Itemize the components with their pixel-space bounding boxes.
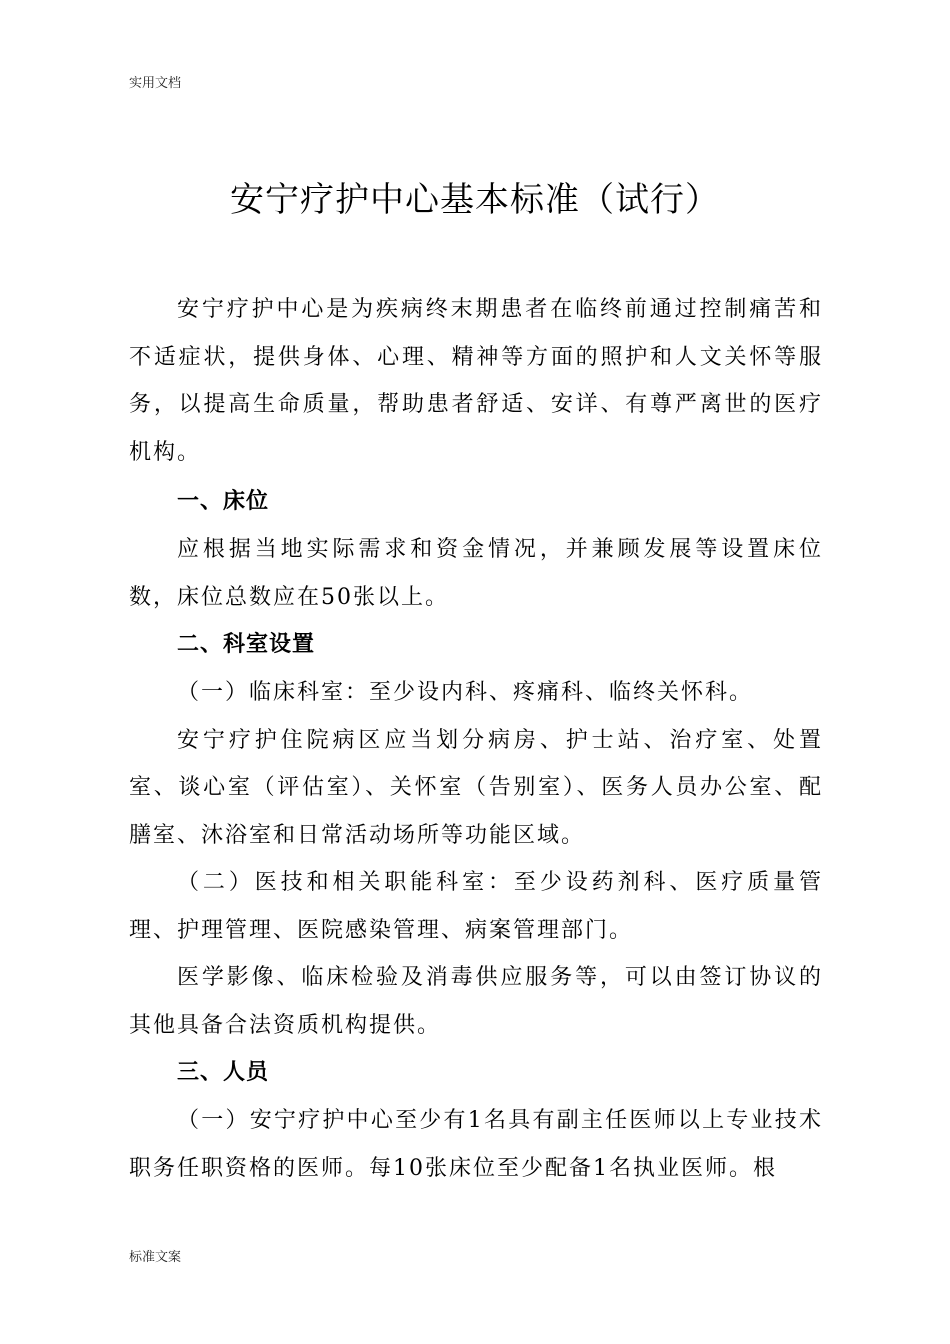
beds-paragraph: 应根据当地实际需求和资金情况，并兼顾发展等设置床位数，床位总数应在50张以上。 (129, 537, 823, 610)
departments-paragraph-1: （一）临床科室：至少设内科、疼痛科、临终关怀科。 (177, 680, 754, 705)
page-header: 实用文档 (129, 76, 182, 91)
section-heading-beds: 一、床位 (177, 489, 270, 514)
departments-paragraph-4: 医学影像、临床检验及消毒供应服务等，可以由签订协议的其他具备合法资质机构提供。 (129, 965, 823, 1038)
section-heading-departments: 二、科室设置 (177, 632, 316, 657)
intro-paragraph: 安宁疗护中心是为疾病终末期患者在临终前通过控制痛苦和不适症状，提供身体、心理、精神等方面的照护和人文关怀等服务，以提高生命质量，帮助患者舒适、安详、有尊严离世的医疗机构。 (129, 297, 823, 465)
document-body (129, 286, 823, 1192)
document-title: 安宁疗护中心基本标准（试行） (230, 180, 720, 220)
section-heading-staff: 三、人员 (177, 1060, 270, 1085)
staff-paragraph-1: （一）安宁疗护中心至少有1名具有副主任医师以上专业技术职务任职资格的医师。每10张床位至少配备1名执业医师。根 (129, 1108, 823, 1181)
departments-paragraph-3: （二）医技和相关职能科室：至少设药剂科、医疗质量管理、护理管理、医院感染管理、病案管理部门。 (129, 870, 823, 943)
departments-paragraph-2: 安宁疗护住院病区应当划分病房、护士站、治疗室、处置室、谈心室（评估室）、关怀室（告别室）、医务人员办公室、配膳室、沐浴室和日常活动场所等功能区域。 (129, 727, 823, 848)
page-footer: 标准文案 (129, 1250, 182, 1265)
